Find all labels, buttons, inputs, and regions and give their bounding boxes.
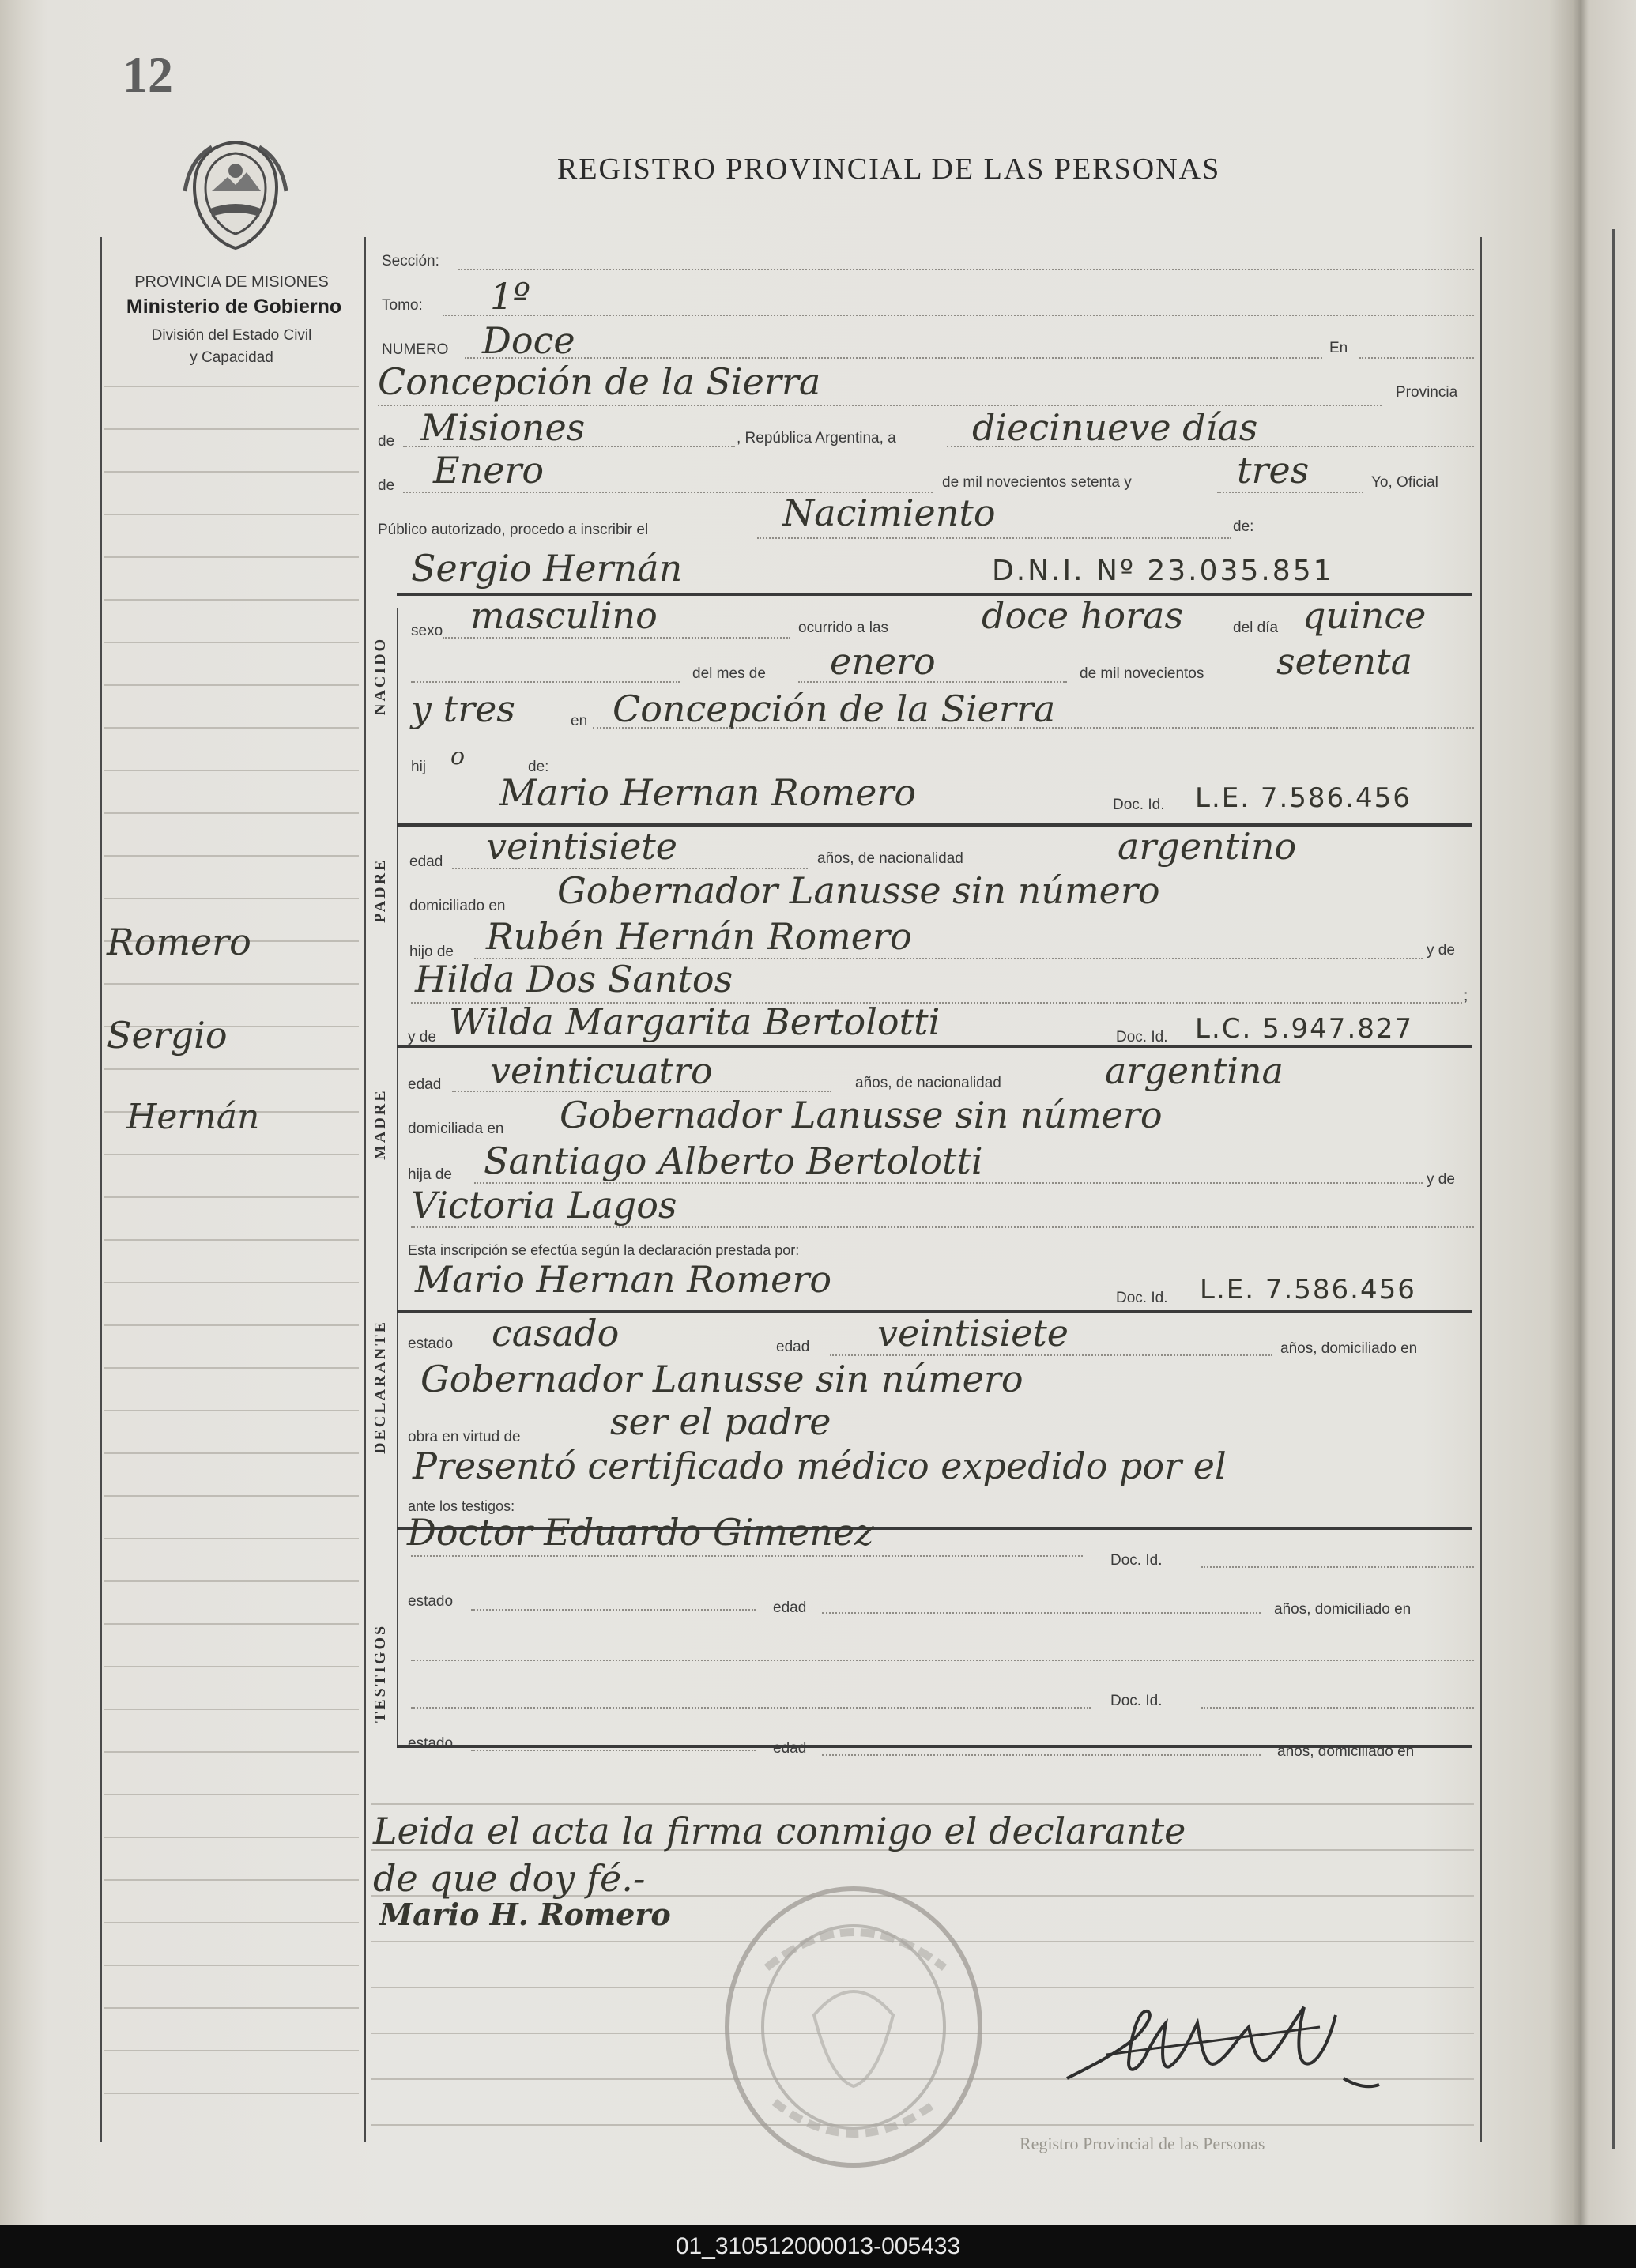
page-border-right [1480, 237, 1482, 2142]
de-colon-label: de: [1233, 518, 1254, 535]
madre-yde2-label: y de [1427, 1171, 1455, 1188]
hijo-de-label: de: [528, 759, 549, 775]
sidebar-ruled-line [104, 1709, 359, 1710]
padre-doc: L.E. 7.586.456 [1195, 782, 1412, 814]
nacido-place: Concepción de la Sierra [613, 688, 1056, 730]
sidebar-ruled-line [104, 983, 359, 985]
sidebar-ruled-line [104, 1324, 359, 1326]
sidebar-ruled-line [104, 642, 359, 643]
next-page-border [1612, 229, 1615, 2149]
dia-label: del día [1233, 620, 1279, 636]
sidebar-ruled-line [104, 514, 359, 515]
madre-hija-label: hija de [408, 1166, 452, 1183]
separator-madre [397, 1045, 1472, 1048]
republica-label: , República Argentina, a [737, 430, 896, 446]
padre-nac-label: años, de nacionalidad [817, 850, 963, 867]
sidebar-ruled-line [104, 1837, 359, 1838]
madre-dom-label: domiciliada en [408, 1121, 504, 1137]
sidebar-ruled-line [104, 1196, 359, 1198]
en-label: En [1329, 340, 1348, 356]
testigos-ante-label: ante los testigos: [408, 1498, 515, 1514]
madre-mother: Victoria Lagos [411, 1184, 677, 1226]
padre-name: Mario Hernan Romero [499, 771, 917, 814]
testigos-doc-line [1201, 1566, 1474, 1568]
sidebar-ruled-line [104, 1239, 359, 1241]
tomo-value: 1º [490, 275, 530, 318]
closing-line-1: Leida el acta la firma conmigo el declarante [373, 1810, 1186, 1852]
sidebar-ruled-line [104, 2050, 359, 2051]
testigos-estado-line [471, 1609, 756, 1611]
sidebar-name-2: Hernán [126, 1097, 260, 1137]
sidebar-ruled-line [104, 1538, 359, 1539]
page-number: 12 [123, 47, 173, 103]
province-line [403, 446, 735, 447]
sidebar-border-left [100, 237, 102, 2142]
declarante-domicilio: Gobernador Lanusse sin número [420, 1358, 1023, 1400]
madre-father: Santiago Alberto Bertolotti [484, 1140, 983, 1182]
oficial-label: Yo, Oficial [1371, 474, 1438, 491]
padre-mother: Hilda Dos Santos [415, 958, 733, 1000]
declarante-edad-line [830, 1354, 1272, 1356]
sidebar-ruled-line [104, 812, 359, 814]
sidebar-ruled-line [104, 1495, 359, 1497]
declarante-estado: casado [492, 1312, 620, 1354]
image-id-bar [0, 2225, 1636, 2268]
sidebar-ministry: Ministerio de Gobierno [126, 296, 342, 318]
tomo-line [443, 315, 1474, 316]
anio-label: de mil novecientos [1080, 665, 1204, 682]
nacido-dni: D.N.I. Nº 23.035.851 [992, 555, 1334, 587]
sidebar-ruled-line [104, 428, 359, 430]
hour-value: doce horas [982, 594, 1184, 637]
declarante-edad: veintisiete [877, 1312, 1069, 1354]
sidebar-ruled-line [104, 1580, 359, 1582]
sidebar-ruled-line [104, 1794, 359, 1795]
declarante-obra-label: obra en virtud de [408, 1429, 521, 1445]
days-value: diecinueve días [972, 406, 1258, 449]
padre-edad-label: edad [409, 853, 443, 870]
year2-value: y tres [411, 688, 515, 730]
year-line [1217, 492, 1363, 493]
declarante-name: Mario Hernan Romero [415, 1258, 832, 1301]
en-line [1359, 357, 1474, 359]
seccion-line [458, 269, 1474, 270]
seccion-label: Sección: [382, 253, 439, 269]
year-value: tres [1237, 449, 1310, 492]
publico-label: Público autorizado, procedo a inscribir el [378, 522, 649, 538]
sidebar-ruled-line [104, 2007, 359, 2009]
testigos-doc2-line [1201, 1707, 1474, 1709]
sidebar-ruled-line [104, 1282, 359, 1283]
testigos-dom-line [411, 1660, 1474, 1661]
de-label: de [378, 433, 395, 450]
madre-nac-label: años, de nacionalidad [855, 1075, 1001, 1091]
padre-dom-label: domiciliado en [409, 898, 506, 914]
mes-pre-line [411, 681, 680, 683]
sidebar-ruled-line [104, 1154, 359, 1155]
label-declarante: DECLARANTE [371, 1319, 389, 1454]
padre-nacionalidad: argentino [1118, 825, 1297, 868]
official-signature-icon [1059, 1991, 1399, 2110]
numero-line [465, 357, 1322, 359]
sidebar-ruled-line [104, 1367, 359, 1369]
label-padre: PADRE [371, 857, 389, 923]
padre-father: Rubén Hernán Romero [486, 915, 912, 958]
sidebar-name-1: Sergio [107, 1014, 228, 1057]
madre-edad: veinticuatro [490, 1049, 713, 1092]
declarante-dom-label: años, domiciliado en [1280, 1340, 1418, 1357]
testigos-dom2-label: años, domiciliado en [1277, 1743, 1415, 1760]
padre-yde-label: y de [1427, 942, 1455, 959]
madre-yde-label: y de [408, 1029, 436, 1045]
provincia-label: Provincia [1396, 384, 1458, 401]
nacido-place-line [593, 727, 1474, 729]
padre-doc-label: Doc. Id. [1113, 797, 1165, 813]
sidebar-ruled-line [104, 684, 359, 686]
sidebar-ruled-line [104, 1965, 359, 1966]
act-type-line [757, 537, 1231, 539]
sidebar-ruled-line [104, 1623, 359, 1625]
testigos-dom-label: años, domiciliado en [1274, 1601, 1412, 1618]
mes-label: del mes de [692, 665, 766, 682]
padre-edad: veintisiete [486, 825, 677, 868]
madre-doc-label: Doc. Id. [1116, 1029, 1168, 1045]
place-value: Concepción de la Sierra [378, 360, 821, 403]
madre-domicilio: Gobernador Lanusse sin número [560, 1094, 1163, 1136]
sidebar-ruled-line [104, 855, 359, 857]
witness2-line [411, 1707, 1091, 1709]
testigos-edad-label: edad [773, 1599, 807, 1616]
declarante-edad-label: edad [776, 1339, 810, 1355]
numero-value: Doce [482, 319, 575, 362]
tomo-label: Tomo: [382, 297, 423, 314]
nacido-en-label: en [571, 713, 588, 729]
sidebar-ruled-line [104, 2093, 359, 2094]
closing-footer-label: Registro Provincial de las Personas [1020, 2134, 1265, 2153]
nacido-name: Sergio Hernán [411, 547, 683, 590]
testigos-witness1: Doctor Eduardo Gimenez [407, 1511, 874, 1554]
section-label-rule [397, 608, 398, 1746]
sidebar-ruled-line [104, 599, 359, 601]
testigos-estado-label: estado [408, 1593, 454, 1610]
hijo-label: hij [411, 759, 427, 775]
label-testigos: TESTIGOS [371, 1623, 389, 1723]
closing-line-2: de que doy fé.- [373, 1857, 646, 1900]
act-type-value: Nacimiento [782, 492, 996, 534]
testigos-estado2-line [471, 1750, 756, 1751]
sidebar-surname: Romero [107, 921, 251, 963]
madre-mother-line [411, 1226, 1474, 1228]
sidebar-division-2: y Capacidad [190, 349, 273, 366]
provincial-seal-icon [180, 136, 291, 254]
sidebar-ruled-line [104, 1879, 359, 1881]
sidebar-ruled-line [104, 1452, 359, 1454]
testigos-edad-line [822, 1612, 1261, 1614]
declarante-note: Presentó certificado médico expedido por el [413, 1445, 1227, 1487]
document-title: REGISTRO PROVINCIAL DE LAS PERSONAS [557, 153, 1221, 186]
sidebar-ruled-line [104, 471, 359, 473]
sidebar-ruled-line [104, 770, 359, 771]
padre-domicilio: Gobernador Lanusse sin número [557, 869, 1160, 912]
testigos-estado2-label: estado [408, 1735, 454, 1752]
sidebar-province: PROVINCIA DE MISIONES [134, 273, 329, 291]
madre-name: Wilda Margarita Bertolotti [449, 1000, 941, 1043]
padre-hijo-label: hijo de [409, 944, 454, 960]
sexo-label: sexo [411, 623, 443, 639]
declarante-doc-label: Doc. Id. [1116, 1290, 1168, 1306]
province-value: Misiones [420, 406, 586, 449]
declarante-obra: ser el padre [610, 1400, 831, 1443]
sidebar-ruled-line [104, 556, 359, 558]
sidebar-ruled-line [104, 386, 359, 387]
madre-edad-line [452, 1091, 831, 1092]
numero-label: NUMERO [382, 341, 449, 358]
label-madre: MADRE [371, 1088, 389, 1160]
image-id: 01_310512000013-005433 [675, 2232, 961, 2259]
de-label-2: de [378, 477, 395, 494]
sidebar-ruled-line [104, 1410, 359, 1411]
madre-nacionalidad: argentina [1105, 1049, 1284, 1092]
witness1-line [411, 1555, 1083, 1557]
testigos-doc-label: Doc. Id. [1110, 1552, 1163, 1569]
declarante-intro: Esta inscripción se efectúa según la declaración prestada por: [408, 1242, 800, 1258]
sidebar-ruled-line [104, 898, 359, 899]
hijo-suffix: o [450, 743, 466, 770]
month-value: Enero [433, 449, 545, 492]
madre-doc: L.C. 5.947.827 [1195, 1013, 1414, 1045]
year-label: de mil novecientos setenta y [942, 474, 1132, 491]
sexo-value: masculino [470, 594, 658, 637]
ocurrido-label: ocurrido a las [798, 620, 889, 636]
sidebar-ruled-line [104, 1922, 359, 1923]
sidebar-division-1: División del Estado Civil [151, 327, 312, 344]
sidebar-ruled-line [104, 1666, 359, 1667]
year1-value: setenta [1276, 640, 1413, 683]
declarante-estado-label: estado [408, 1336, 454, 1352]
sidebar-ruled-line [104, 1751, 359, 1753]
sidebar-ruled-line [104, 727, 359, 729]
testigos-doc2-label: Doc. Id. [1110, 1693, 1163, 1709]
days-line [947, 446, 1474, 447]
official-stamp-icon [719, 1881, 988, 2173]
testigos-edad2-line [822, 1754, 1261, 1756]
sidebar-border-right [364, 237, 366, 2142]
declarante-doc: L.E. 7.586.456 [1200, 1274, 1416, 1305]
testigos-edad2-label: edad [773, 1740, 807, 1757]
month-born-value: enero [830, 640, 936, 683]
sidebar-ruled-line [104, 1068, 359, 1070]
madre-edad-label: edad [408, 1076, 442, 1093]
declarant-signature: Mario H. Romero [379, 1897, 671, 1932]
sexo-line [443, 637, 790, 639]
month-born-line [798, 681, 1067, 683]
body-ruled-line [371, 1803, 1474, 1805]
padre-semicolon: ; [1464, 988, 1468, 1004]
day-value: quince [1302, 594, 1427, 637]
label-nacido: NACIDO [371, 636, 389, 715]
